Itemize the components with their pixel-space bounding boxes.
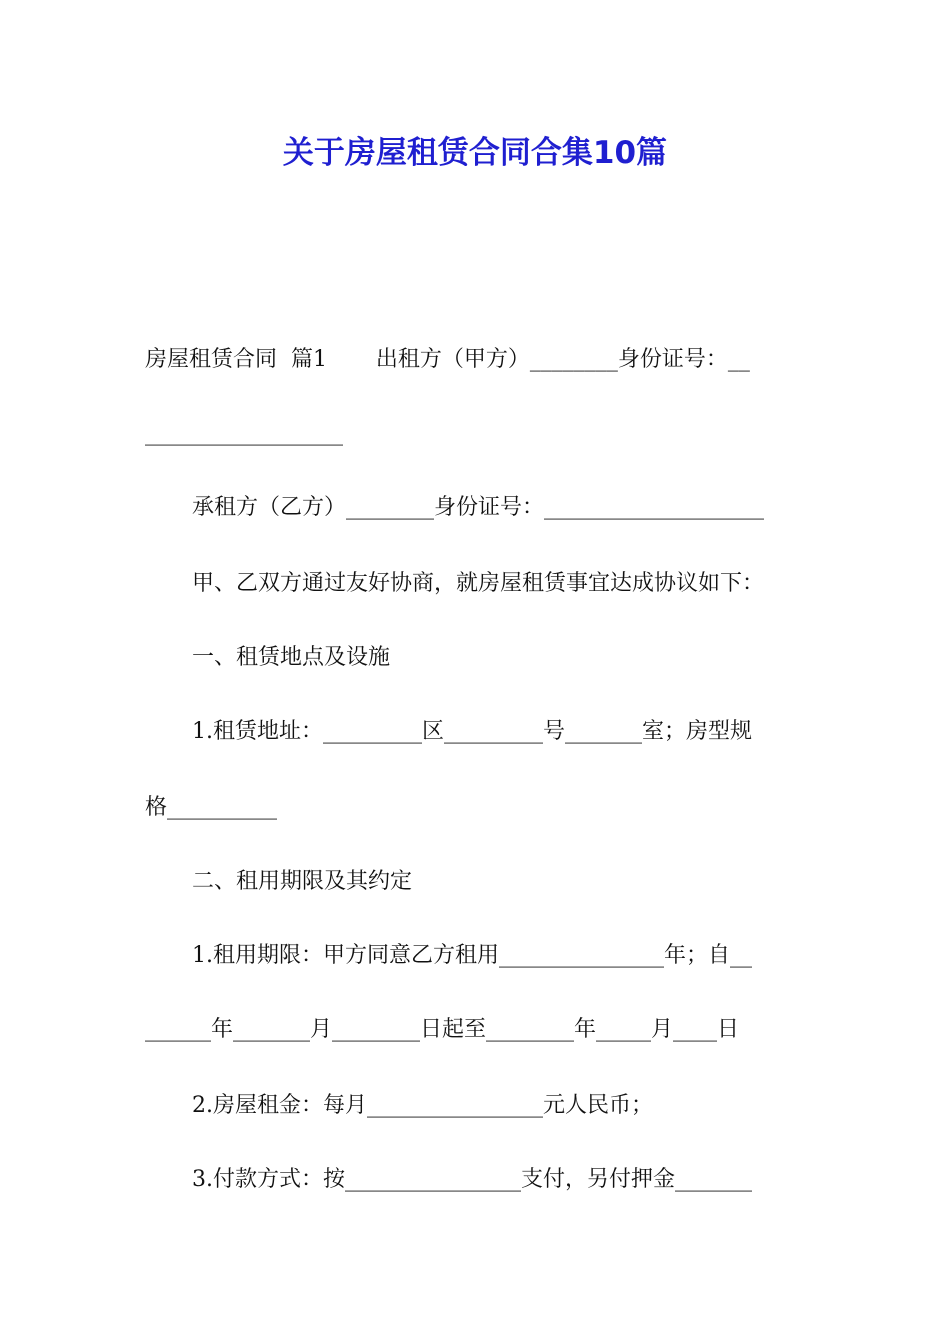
document-title: 关于房屋租赁合同合集10篇 bbox=[282, 135, 668, 171]
section-heading: 一、租赁地点及设施 bbox=[192, 645, 391, 670]
text-line: 格__________ bbox=[145, 795, 278, 820]
text-line: __________________ bbox=[145, 421, 343, 446]
text-line: 3.付款方式：按________________支付，另付押金_______ bbox=[192, 1167, 752, 1192]
section-heading: 二、租用期限及其约定 bbox=[192, 869, 413, 894]
text-line: ______年_______月________日起至________年_____月____日 bbox=[145, 1017, 740, 1042]
text-line: 1.租赁地址：_________区_________号_______室；房型规 bbox=[192, 719, 752, 744]
text-line: 房屋租赁合同 篇1 出租方（甲方）________身份证号：__ bbox=[145, 347, 750, 372]
text-line: 1.租用期限：甲方同意乙方租用_______________年；自__ bbox=[192, 943, 752, 968]
text-line: 甲、乙双方通过友好协商，就房屋租赁事宜达成协议如下： bbox=[192, 571, 765, 596]
text-line: 2.房屋租金：每月________________元人民币； bbox=[192, 1093, 653, 1118]
text-line: 承租方（乙方）________身份证号：____________________ bbox=[192, 495, 765, 520]
